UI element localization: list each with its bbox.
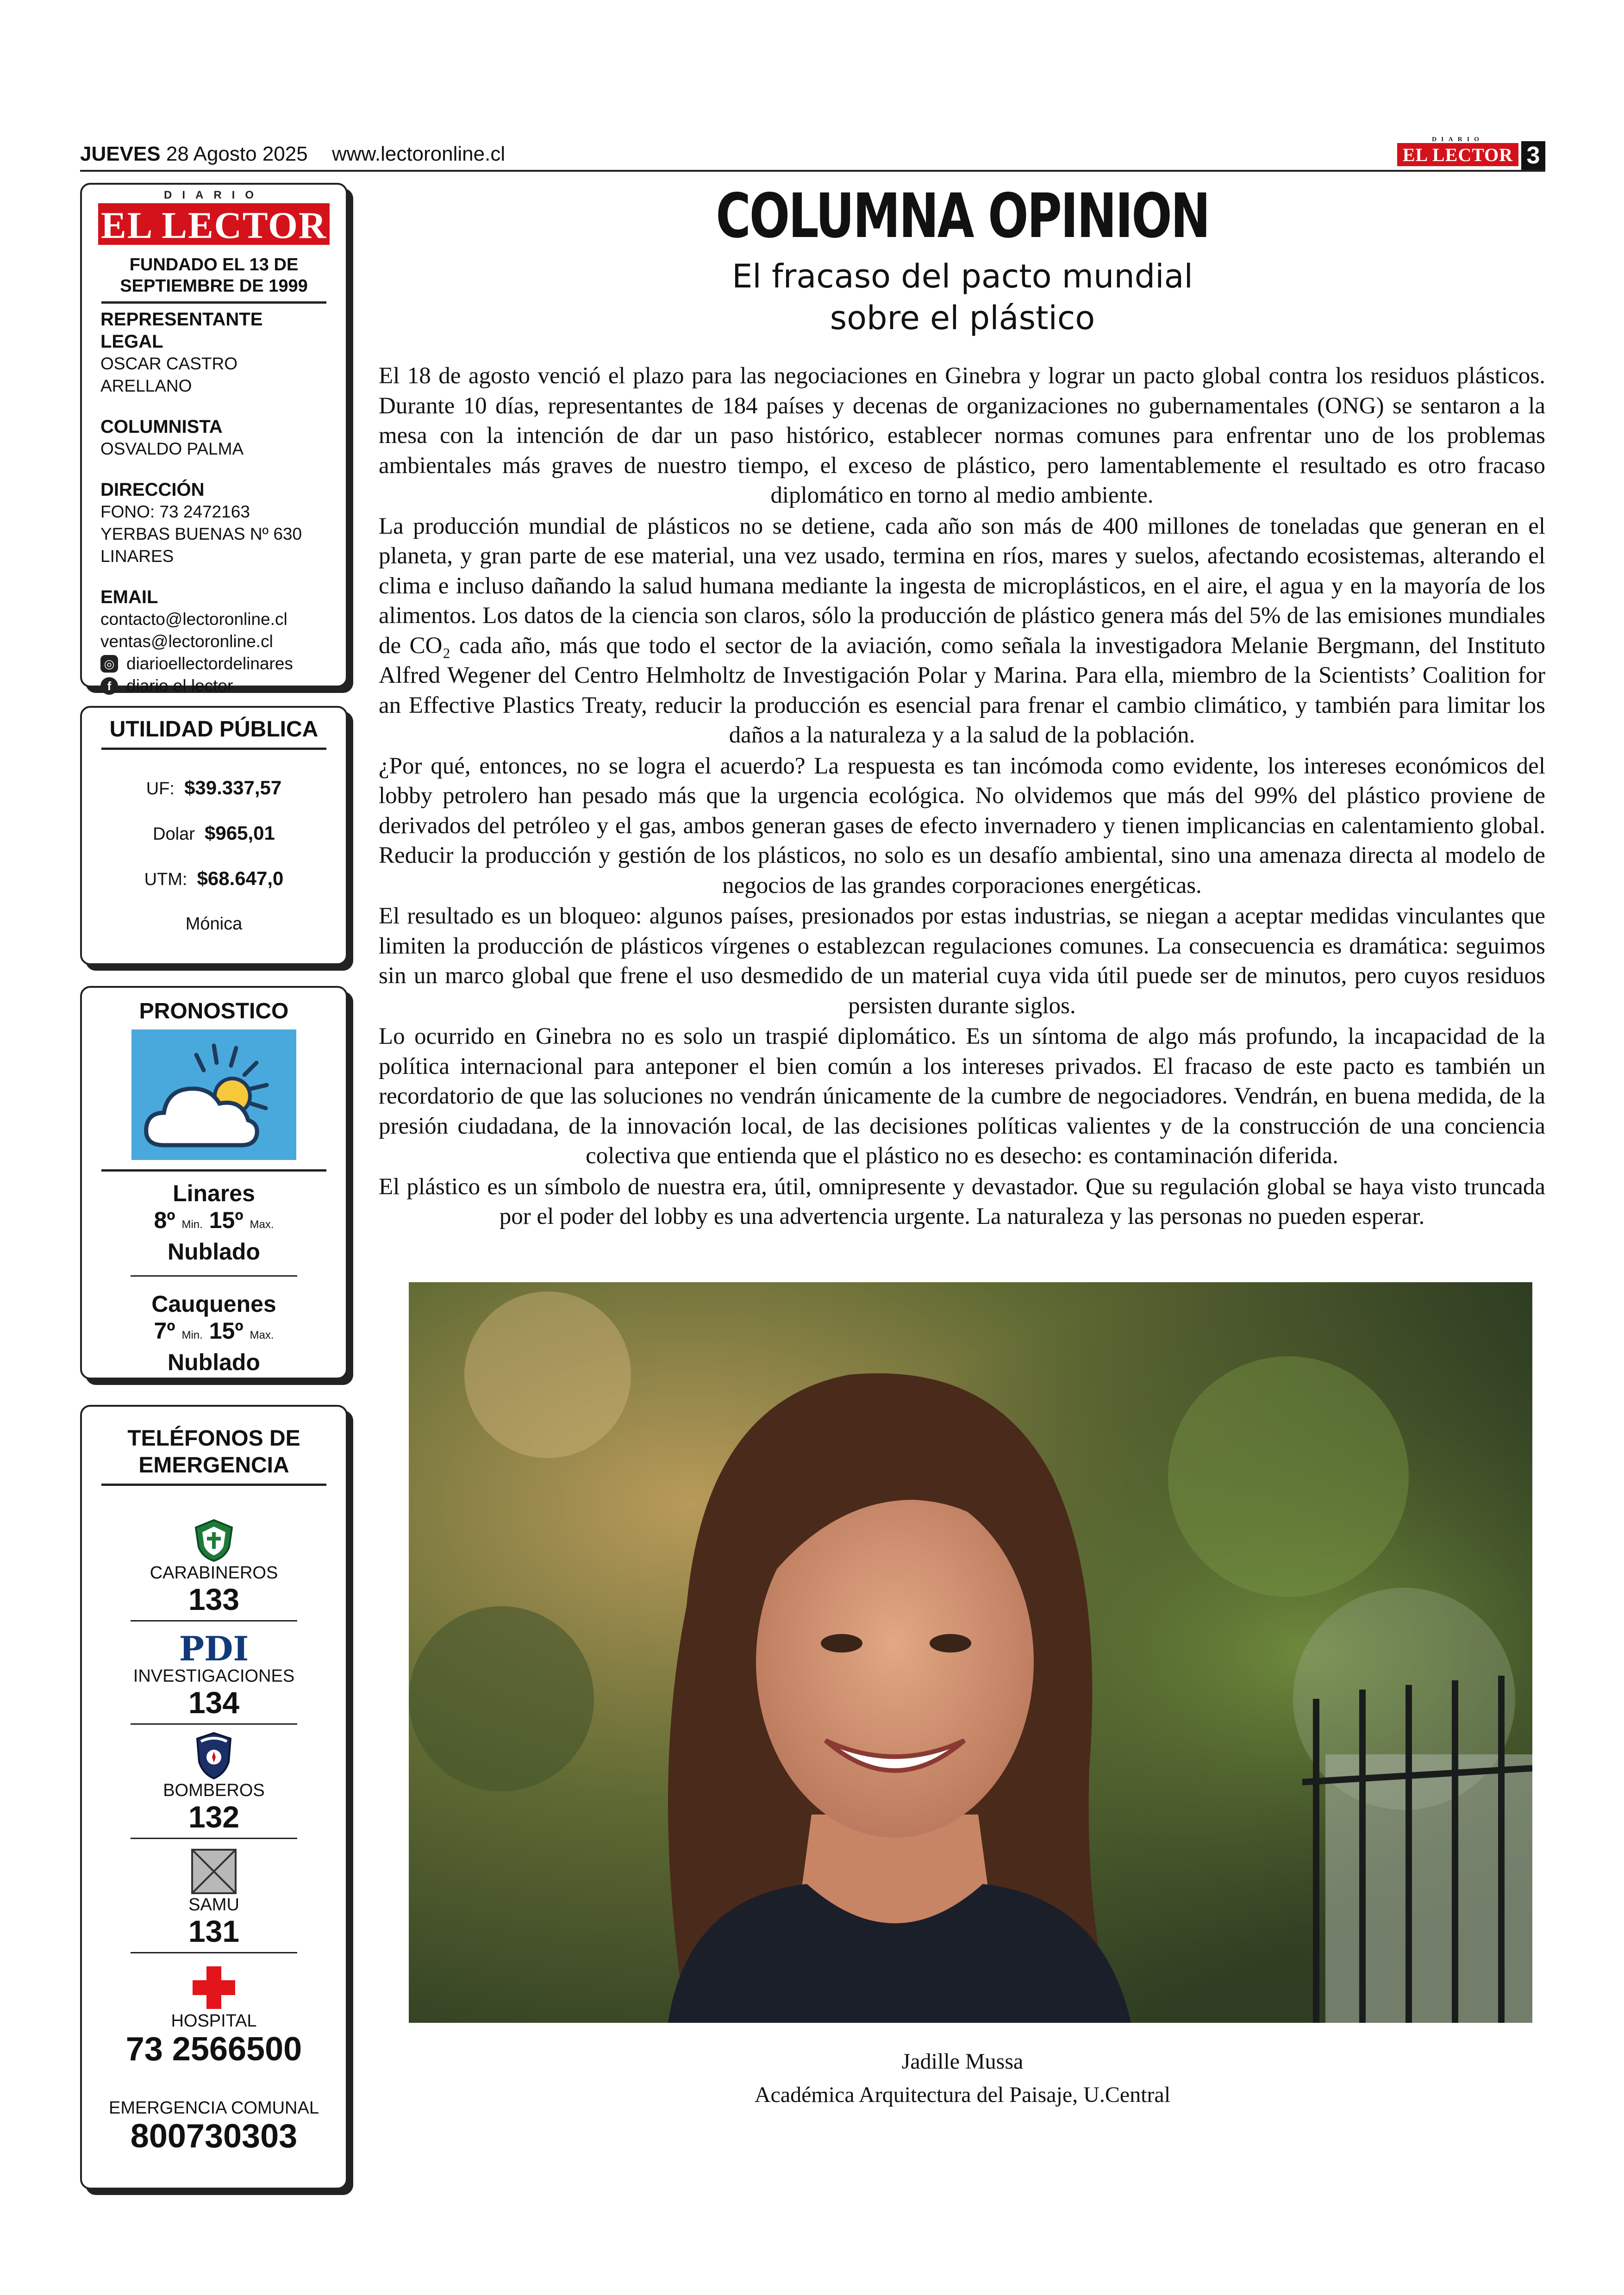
forecast-min: 7º xyxy=(154,1318,175,1344)
header-logo-text: EL LECTOR xyxy=(1402,144,1513,165)
article-body xyxy=(379,361,1545,1233)
emergency-bomberos[interactable] xyxy=(82,1731,346,1833)
section-title: COLUMNA OPINION xyxy=(716,181,1209,252)
forecast-city-name: Cauquenes xyxy=(151,1291,276,1317)
instagram-link[interactable] xyxy=(100,653,327,675)
email-sales[interactable]: ventas@lectoronline.cl xyxy=(100,632,273,651)
email-label: EMAIL xyxy=(100,587,158,607)
utility-box xyxy=(80,706,348,965)
legal-name: OSCAR CASTRO ARELLANO xyxy=(100,354,238,395)
forecast-temps xyxy=(82,1317,346,1349)
article-paragraph: ¿Por qué, entonces, no se logra el acuerdo? La respuesta es tan incómoda como evidente, los intereses económicos del lobby petrolero han pesado más que la urgencia ecológica. No olvidemos que más del 99% del plástico proviene de derivados del petróleo y el gas, ambos generan gases de efecto invernadero y tienen implicancias en calentamiento global. Reducir la producción y gestión de los plásticos, no solo es un desafío ambiental, sino una amenaza directa al modelo de negocios de las grandes corporaciones energéticas. xyxy=(379,753,1545,898)
article-paragraph: La producción mundial de plásticos no se detiene, cada año son más de 400 millones de toneladas que generan en el planeta, y gran parte de ese material, una vez usado, termina en ríos, mares y suelos, afectando ecosistemas, alterando el clima e incluso dañando la salud humana mediante la ingesta de microplásticos, en el aire, el agua y en la mayoría de los alimentos. Los datos de la ciencia son claros, sólo la producción de plástico genera más del 5% de las emisiones mundiales de CO₂ cada año, más que todo el sector de la aviación, como señala la investigadora Melanie Bergmann, del Instituto Alfred Wegener del Centro Helmholtz de Investigación Polar y Marina. Para ella, miembro de la Scientists’ Coalition for an Effective Plastics Treaty, reducir la producción es esencial para frenar el cambio climático, y también para limitar los daños a la naturaleza y a la salud de la población. xyxy=(379,513,1545,748)
street: YERBAS BUENAS Nº 630 xyxy=(100,524,302,543)
divider xyxy=(101,1484,326,1486)
header-date: 28 Agosto 2025 xyxy=(166,143,308,165)
emergency-name: CARABINEROS xyxy=(150,1563,278,1583)
forecast-title: PRONOSTICO xyxy=(139,999,289,1023)
legal-label: REPRESENTANTE LEGAL xyxy=(100,309,263,352)
forecast-condition: Nublado xyxy=(168,1239,260,1265)
emergency-name: SAMU xyxy=(188,1895,239,1915)
phone: FONO: 73 2472163 xyxy=(100,502,250,521)
emergency-name: HOSPITAL xyxy=(171,2011,257,2031)
email-contact[interactable]: contacto@lectoronline.cl xyxy=(100,610,287,629)
address-label: DIRECCIÓN xyxy=(100,480,205,500)
masthead-logo-top: DIARIO xyxy=(164,189,264,201)
utility-title: UTILIDAD PÚBLICA xyxy=(109,717,319,742)
article-paragraph: El resultado es un bloqueo: algunos países, presionados por estas industrias, se niegan a aceptar medidas vinculantes que limiten la producción de plásticos vírgenes o establezcan regulaciones comunes. La consecuencia es dramática: seguimos sin un marco global que frene el uso desmedido de un material cuya vida útil puede ser de minutos, pero cuyos residuos persisten durante siglos. xyxy=(379,903,1545,1019)
emergency-number: 73 2566500 xyxy=(125,2031,302,2068)
emergency-name: BOMBEROS xyxy=(163,1781,265,1800)
author-name: Jadille Mussa xyxy=(901,2049,1024,2074)
emergency-title: TELÉFONOS DE EMERGENCIA xyxy=(127,1426,300,1478)
article-paragraph: El plástico es un símbolo de nuestra era, útil, omnipresente y devastador. Que su regulación global se haya visto truncada por el poder del lobby es una advertencia urgente. La naturaleza y las personas no pueden esperar. xyxy=(379,1173,1545,1229)
masthead-logo-text: EL LECTOR xyxy=(100,204,327,246)
utm-label: UTM: xyxy=(144,870,187,889)
dolar-row xyxy=(82,822,346,845)
author-role: Académica Arquitectura del Paisaje, U.Central xyxy=(754,2083,1171,2107)
city: LINARES xyxy=(100,547,174,566)
forecast-min-label: Min. xyxy=(181,1329,203,1341)
emergency-pdi[interactable] xyxy=(82,1629,346,1720)
divider xyxy=(101,1169,326,1172)
forecast-condition: Nublado xyxy=(168,1349,260,1375)
emergency-carabineros[interactable] xyxy=(82,1518,346,1615)
header-logo xyxy=(1397,136,1518,166)
headline-line-1: El fracaso del pacto mundial xyxy=(732,257,1193,295)
utm-value: $68.647,0 xyxy=(197,867,284,889)
instagram-handle: diarioellectordelinares xyxy=(126,654,293,673)
facebook-handle: diario el lector xyxy=(126,676,233,695)
emergency-comunal[interactable] xyxy=(82,2098,346,2154)
photo-caption xyxy=(380,2045,1545,2112)
forecast-city-cauquenes xyxy=(82,1291,346,1376)
emergency-number: 133 xyxy=(188,1582,240,1616)
emergency-hospital[interactable] xyxy=(82,1964,346,2067)
pdi-logo-icon: PDI xyxy=(179,1629,249,1668)
facebook-link[interactable] xyxy=(100,675,327,697)
divider xyxy=(131,1620,297,1621)
forecast-min: 8º xyxy=(154,1207,175,1233)
forecast-max-label: Max. xyxy=(250,1329,274,1341)
red-cross-icon xyxy=(191,1964,237,2011)
bomberos-badge-icon xyxy=(194,1731,233,1780)
emergency-box xyxy=(80,1405,348,2189)
emergency-number: 134 xyxy=(188,1685,240,1720)
header-date-line xyxy=(80,141,505,167)
utm-row xyxy=(82,867,346,891)
article-headline xyxy=(380,256,1545,339)
forecast-max: 15º xyxy=(209,1318,244,1344)
facebook-icon: f xyxy=(100,677,118,695)
columnist-label: COLUMNISTA xyxy=(100,417,223,437)
emergency-number: 132 xyxy=(188,1800,240,1834)
dolar-value: $965,01 xyxy=(205,822,275,844)
samu-placeholder-icon xyxy=(191,1848,237,1895)
divider xyxy=(101,301,326,304)
cloudy-sun-icon xyxy=(131,1029,296,1160)
header-logo-top: DIARIO xyxy=(1431,136,1484,143)
emergency-number: 800730303 xyxy=(130,2118,298,2155)
uf-row xyxy=(82,777,346,800)
emergency-name: EMERGENCIA COMUNAL xyxy=(109,2098,319,2118)
forecast-box xyxy=(80,986,348,1379)
divider xyxy=(131,1952,297,1953)
masthead-box xyxy=(80,183,348,695)
page-number: 3 xyxy=(1521,141,1545,170)
article-paragraph: Lo ocurrido en Ginebra no es solo un traspié diplomático. Es un síntoma de algo más profundo, la incapacidad de la política internacional para anteponer el bien común a los intereses privados. El fracaso de este pacto es también un recordatorio de que las soluciones no vendrán únicamente de la cumbre de negociadores. Vendrán, en buena medida, de la presión ciudadana, de la innovación local, de las decisiones políticas valientes y de la construcción de una conciencia colectiva que entienda que el plástico no es desecho: es contaminación diferida. xyxy=(379,1023,1545,1169)
divider xyxy=(101,748,326,750)
columnist-name: OSVALDO PALMA xyxy=(100,439,244,458)
forecast-min-label: Min. xyxy=(181,1218,203,1231)
utility-author: Mónica xyxy=(185,914,243,934)
carabineros-badge-icon xyxy=(193,1518,235,1563)
divider xyxy=(131,1275,297,1277)
masthead-info xyxy=(100,308,327,697)
uf-label: UF: xyxy=(146,779,175,798)
emergency-samu[interactable] xyxy=(82,1848,346,1947)
author-photo xyxy=(409,1282,1532,2023)
forecast-city-linares xyxy=(82,1180,346,1265)
uf-value: $39.337,57 xyxy=(184,777,282,798)
instagram-icon: ◎ xyxy=(100,655,118,673)
masthead-logo xyxy=(98,189,330,246)
emergency-name: INVESTIGACIONES xyxy=(133,1666,295,1686)
dolar-label: Dolar xyxy=(153,824,195,844)
forecast-temps xyxy=(82,1207,346,1238)
headline-line-2: sobre el plástico xyxy=(830,299,1095,337)
founded-text: FUNDADO EL 13 DE SEPTIEMBRE DE 1999 xyxy=(120,255,308,296)
header-site-link[interactable]: www.lectoronline.cl xyxy=(331,143,506,165)
divider xyxy=(131,1838,297,1839)
divider xyxy=(131,1723,297,1725)
forecast-city-name: Linares xyxy=(173,1180,255,1206)
forecast-max: 15º xyxy=(209,1207,244,1233)
header-day: JUEVES xyxy=(80,143,161,165)
emergency-number: 131 xyxy=(188,1914,240,1948)
article-paragraph: El 18 de agosto venció el plazo para las negociaciones en Ginebra y lograr un pacto global contra los residuos plásticos. Durante 10 días, representantes de 184 países y decenas de organizaciones no gubernamentales (ONG) se sentaron a la mesa con la intención de dar un paso histórico, establecer normas comunes para enfrentar uno de los problemas ambientales más graves de nuestro tiempo, el exceso de plástico, pero lamentablemente el resultado es otro fracaso diplomático en torno al medio ambiente. xyxy=(379,363,1545,508)
forecast-max-label: Max. xyxy=(250,1218,274,1231)
page-header xyxy=(80,136,1545,172)
